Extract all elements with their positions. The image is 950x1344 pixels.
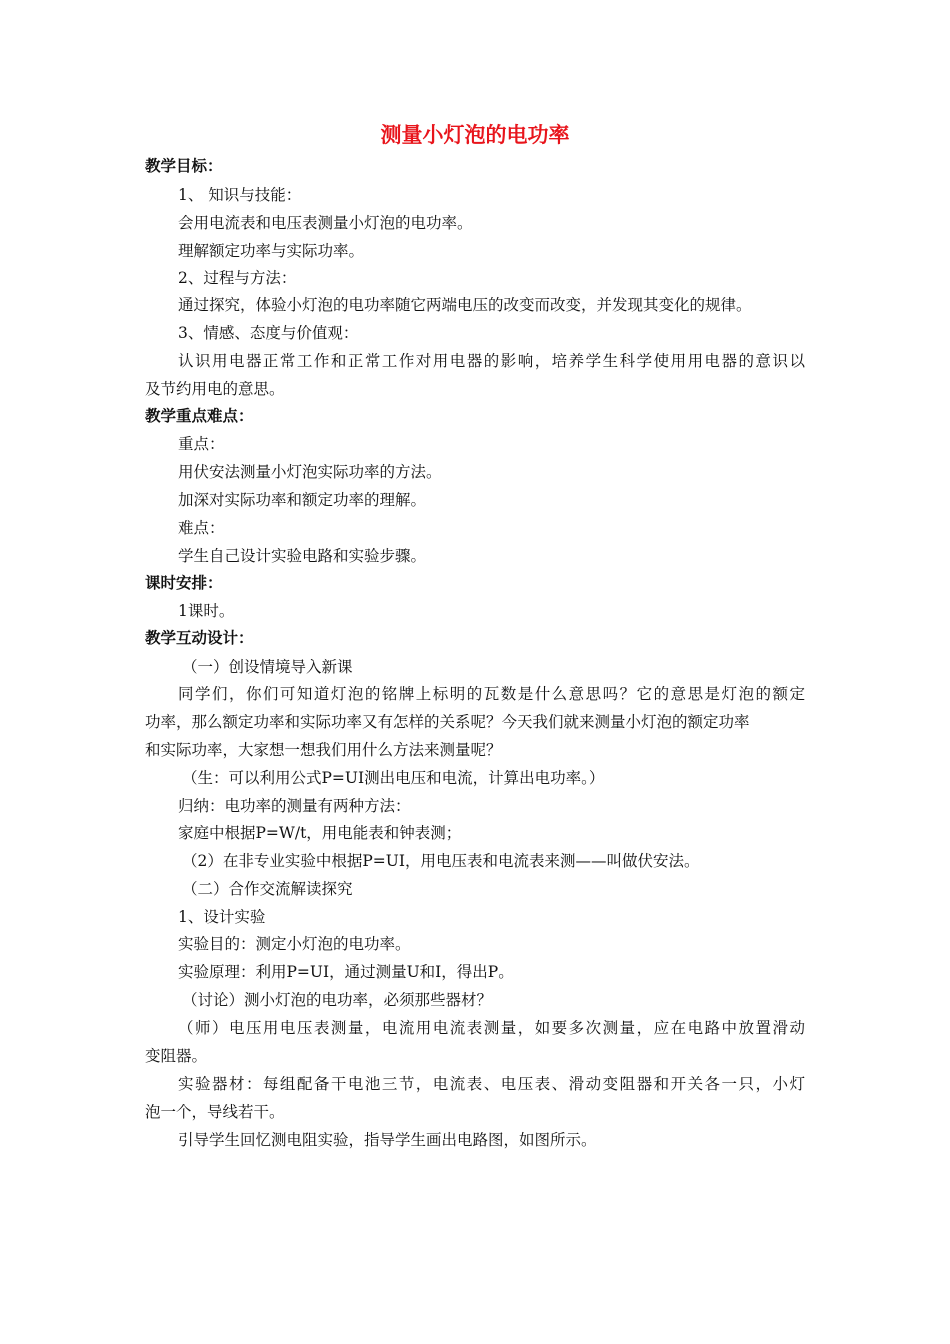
paragraph-line: （师）电压用电压表测量，电流用电流表测量，如要多次测量，应在电路中放置滑动	[178, 1019, 805, 1037]
paragraph-line: 泡一个，导线若干。	[145, 1103, 285, 1121]
paragraph-line: （讨论）测小灯泡的电功率，必须那些器材？	[182, 991, 493, 1009]
paragraph-line: 及节约用电的意思。	[145, 380, 285, 398]
subsection-label: （二）合作交流解读探究	[182, 880, 353, 898]
paragraph-line: 归纳：电功率的测量有两种方法：	[178, 797, 411, 815]
paragraph-line: 通过探究，体验小灯泡的电功率随它两端电压的改变而改变，并发现其变化的规律。	[178, 296, 752, 314]
goal-3-label: 3、情感、态度与价值观：	[178, 324, 359, 342]
paragraph-line: 学生自己设计实验电路和实验步骤。	[178, 547, 427, 565]
paragraph-line: 1、设计实验	[178, 908, 266, 926]
goal-1-label: 1、 知识与技能：	[178, 186, 302, 204]
paragraph-line: 功率，那么额定功率和实际功率又有怎样的关系呢？今天我们就来测量小灯泡的额定功率	[145, 713, 750, 731]
paragraph-line: 用伏安法测量小灯泡实际功率的方法。	[178, 463, 442, 481]
paragraph-line: 和实际功率，大家想一想我们用什么方法来测量呢？	[145, 741, 502, 759]
paragraph-line: 实验原理：利用P=UI，通过测量U和I，得出P。	[178, 963, 514, 981]
paragraph-line: 会用电流表和电压表测量小灯泡的电功率。	[178, 214, 473, 232]
paragraph-line: 认识用电器正常工作和正常工作对用电器的影响，培养学生科学使用用电器的意识以	[178, 352, 805, 370]
section-heading-goals: 教学目标：	[145, 157, 223, 175]
section-heading-schedule: 课时安排：	[145, 574, 223, 592]
paragraph-line: 实验目的：测定小灯泡的电功率。	[178, 935, 411, 953]
key-point-label: 重点：	[178, 435, 225, 453]
page-title: 测量小灯泡的电功率	[380, 123, 570, 147]
paragraph-line: 变阻器。	[145, 1047, 208, 1065]
paragraph-line: （2）在非专业实验中根据P=UI，用电压表和电流表来测——叫做伏安法。	[182, 852, 700, 870]
paragraph-line: 实验器材：每组配备干电池三节，电流表、电压表、滑动变阻器和开关各一只，小灯	[178, 1075, 805, 1093]
paragraph-line: （生：可以利用公式P=UI测出电压和电流，计算出电功率。）	[182, 769, 605, 787]
subsection-label: （一）创设情境导入新课	[182, 658, 353, 676]
section-heading-key-points: 教学重点难点：	[145, 407, 254, 425]
paragraph-line: 加深对实际功率和额定功率的理解。	[178, 491, 427, 509]
difficulty-label: 难点：	[178, 519, 225, 537]
section-heading-design: 教学互动设计：	[145, 629, 254, 647]
goal-2-label: 2、过程与方法：	[178, 269, 297, 287]
paragraph-line: 理解额定功率与实际功率。	[178, 242, 365, 260]
paragraph-line: 家庭中根据P=W/t，用电能表和钟表测；	[178, 824, 462, 842]
paragraph-line: 同学们，你们可知道灯泡的铭牌上标明的瓦数是什么意思吗？它的意思是灯泡的额定	[178, 685, 805, 703]
paragraph-line: 1课时。	[178, 602, 235, 620]
paragraph-line: 引导学生回忆测电阻实验，指导学生画出电路图，如图所示。	[178, 1131, 597, 1149]
